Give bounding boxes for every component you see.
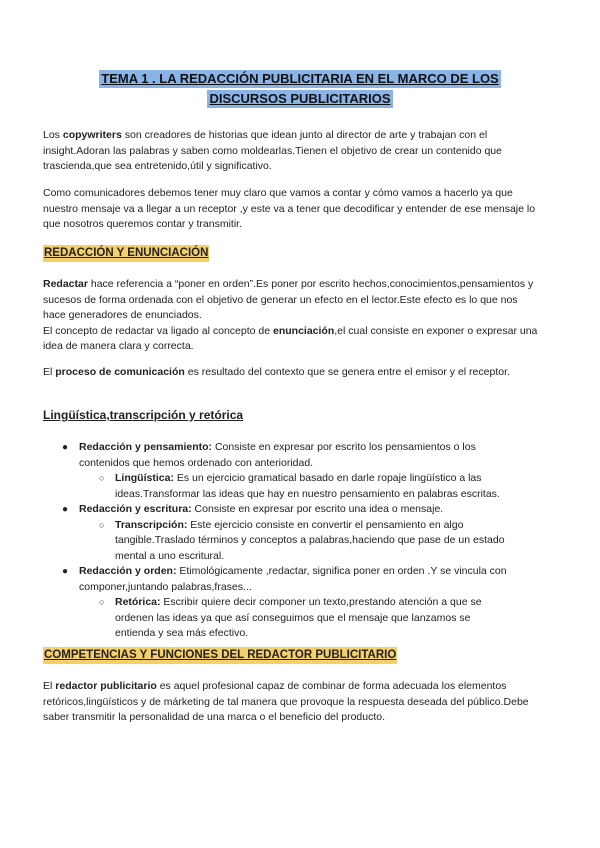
title-line-2: DISCURSOS PUBLICITARIOS — [209, 91, 391, 106]
bullet-icon: ● — [62, 504, 69, 515]
list-item: ● Redacción y orden: Etimológicamente ,redactar, significa poner en orden .Y se vincula con componer,juntando palabras,frases... ○ Retórica: Escribir quiere decir componer un texto,prestando atención a que se ordenen las ideas ya que así conseguimos que el mensaje que lanzamos se entienda y sea más efectivo. — [43, 564, 513, 642]
bullet-icon: ● — [62, 566, 69, 577]
list-item: ● Redacción y escritura: Consiste en expresar por escrito una idea o mensaje. ○ Transcripción: Este ejercicio consiste en convertir el pensamiento en algo tangible.Traslado términos y conceptos a palabras,haciendo que pase de un estado mental a uno escritural. — [43, 502, 513, 564]
intro-paragraph-2: Como comunicadores debemos tener muy claro que vamos a contar y cómo vamos a hacerlo ya que nuestro mensaje va a llegar a un receptor ,y este va a tener que decodificar y entender de ese mensaje lo que nosotros queremos contar y transmitir. — [43, 187, 536, 230]
heading-linguistica: Lingüística,transcripción y retórica — [43, 408, 244, 422]
proceso-comunicacion-paragraph: El proceso de comunicación es resultado del contexto que se genera entre el emisor y el receptor. — [43, 366, 510, 378]
intro-paragraph-1: Los copywriters son creadores de historias que idean junto al director de arte y trabajan con el insight.Adoran las palabras y saben como moldearlas.Tienen el objetivo de crear un contenido que trascienda,que sea entretenido,útil y significativo. — [43, 129, 502, 172]
list-item: ● Redacción y pensamiento: Consiste en expresar por escrito los pensamientos o los contenidos que hemos ordenado con anterioridad. ○ Lingüística: Es un ejercicio gramatical basado en darle ropaje lingüístico a las ideas.Transformar las ideas que hay en nuestro pensamiento en palabras escritas. — [43, 440, 513, 502]
sub-list-item: ○ Retórica: Escribir quiere decir componer un texto,prestando atención a que se ordenen las ideas ya que así conseguimos que el mensaje que lanzamos se entienda y sea más efectivo. — [99, 596, 482, 639]
circle-bullet-icon: ○ — [99, 473, 105, 483]
heading-competencias: COMPETENCIAS Y FUNCIONES DEL REDACTOR PUBLICITARIO — [43, 647, 397, 664]
sub-list-item: ○ Lingüística: Es un ejercicio gramatical basado en darle ropaje lingüístico a las ideas.Transformar las ideas que hay en nuestro pensamiento en palabras escritas. — [99, 472, 500, 500]
bullet-icon: ● — [62, 442, 69, 453]
heading-redaccion-enunciacion: REDACCIÓN Y ENUNCIACIÓN — [43, 245, 209, 262]
document-title — [0, 70, 600, 110]
sub-list-item: ○ Transcripción: Este ejercicio consiste en convertir el pensamiento en algo tangible.Traslado términos y conceptos a palabras,haciendo que pase de un estado mental a uno escritural. — [99, 518, 505, 562]
redactor-publicitario-paragraph: El redactor publicitario es aquel profesional capaz de combinar de forma adecuada los elementos retóricos,lingüísticos y de márketing de tal manera que provoque la respuesta deseada del público.Debe saber transmitir la personalidad de una marca o el beneficio del producto. — [43, 680, 529, 723]
title-line-1: TEMA 1 . LA REDACCIÓN PUBLICITARIA EN EL MARCO DE LOS — [101, 71, 499, 86]
redactar-paragraph: Redactar hace referencia a “poner en orden”.Es poner por escrito hechos,conocimientos,pensamientos y sucesos de forma ordenada con el objetivo de generar un efecto en el lector.Este efecto es lo que nos hace generadores de enunciados. El concepto de redactar va ligado al concepto de enunciación,el cual consiste en exponer o expresar una idea de manera clara y correcta. — [43, 278, 538, 352]
concept-list — [43, 440, 513, 642]
circle-bullet-icon: ○ — [99, 519, 105, 530]
circle-bullet-icon: ○ — [99, 597, 105, 607]
